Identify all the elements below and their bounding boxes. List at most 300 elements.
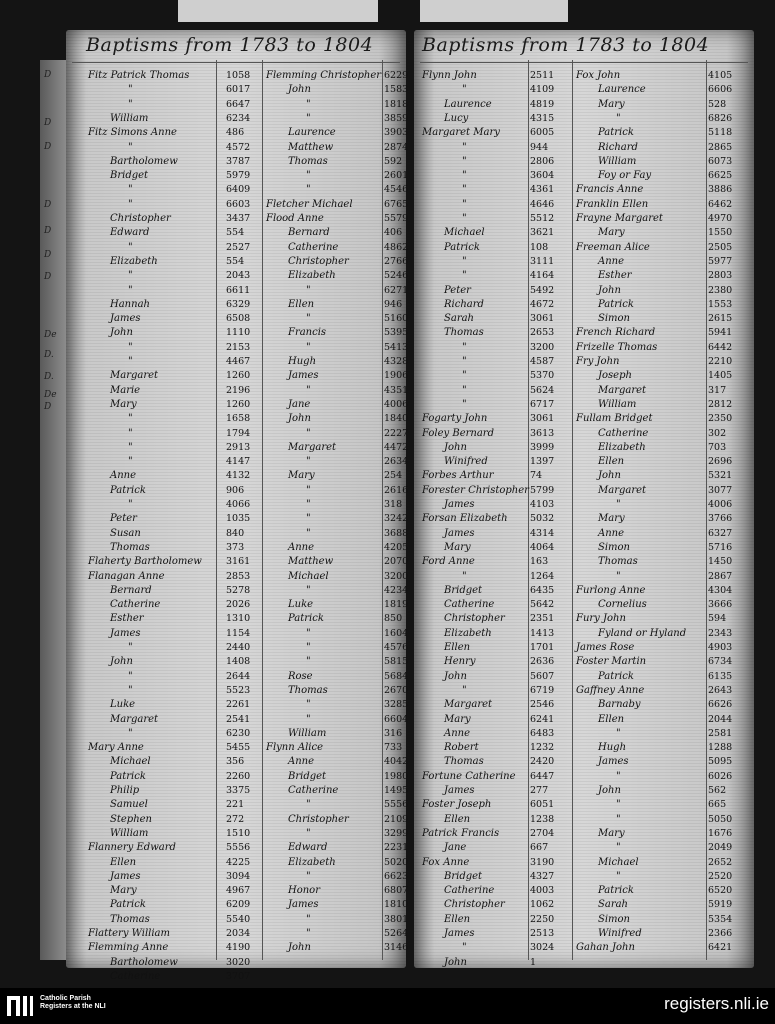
entry-number: 1819 (384, 599, 409, 611)
entry-number: 6807 (384, 885, 409, 897)
footer-bar (0, 988, 775, 1024)
entry-number: 554 (226, 227, 245, 239)
entry-name: Bridget (288, 770, 327, 782)
entry-number: 2616 (384, 484, 409, 496)
entry-name: Mary (444, 713, 471, 725)
entry-number: 3621 (530, 227, 555, 239)
entry-name: Patrick (444, 241, 480, 253)
entry-name: " (306, 112, 311, 124)
entry-number: 3299 (384, 827, 409, 839)
entry-number: 2546 (530, 699, 555, 711)
entry-number: 5032 (530, 513, 555, 525)
entry-number: 2696 (708, 456, 733, 468)
entry-name: Simon (598, 541, 630, 553)
entry-number: 3024 (530, 942, 555, 954)
heading-rule (72, 62, 400, 63)
entry-number: 4147 (226, 456, 251, 468)
entry-name: Peter (444, 284, 471, 296)
entry-name: " (616, 842, 621, 854)
entry-name: James (444, 499, 475, 510)
entry-name: William (110, 827, 149, 839)
entry-number: 6447 (530, 770, 555, 782)
entry-name: Thomas (110, 541, 150, 553)
entry-number: 6603 (226, 198, 251, 210)
entry-number: 3161 (226, 556, 251, 568)
entry-number: 6604 (384, 713, 409, 725)
entry-name: Fox John (576, 70, 621, 81)
entry-name: James Rose (576, 642, 635, 653)
entry-name: Christopher (110, 213, 171, 224)
entry-number: 3859 (384, 112, 409, 124)
entry-name: " (306, 484, 311, 496)
entry-name: James (110, 870, 141, 882)
entry-name: " (616, 870, 621, 882)
entry-name: Mary (598, 227, 625, 239)
entry-name: Freeman Alice (576, 241, 650, 253)
entry-name: Esther (110, 613, 144, 625)
entry-number: 5799 (530, 484, 555, 496)
entry-number: 3285 (384, 699, 409, 711)
entry-number: 1154 (226, 627, 251, 639)
entry-name: Fox Anne (422, 856, 470, 868)
entry-name: " (306, 313, 311, 325)
entry-name: Fortune Catherine (422, 770, 516, 782)
entry-number: 6241 (530, 713, 555, 725)
entry-name: " (462, 942, 467, 954)
entry-number: 3061 (530, 413, 555, 425)
entry-name: Sarah (598, 899, 628, 911)
entry-name: Christopher (288, 813, 349, 825)
entry-name: Ford Anne (422, 556, 475, 568)
entry-name: Winifred (598, 928, 642, 939)
margin-mark: D (44, 250, 52, 260)
entry-name: John (288, 84, 311, 96)
entry-number: 1288 (708, 742, 733, 754)
entry-number: 1260 (226, 370, 251, 382)
entry-name: " (306, 527, 311, 539)
entry-name: Mary (598, 513, 625, 525)
entry-number: 5020 (384, 856, 409, 868)
entry-number: 2865 (708, 141, 733, 153)
margin-mark: D (44, 402, 52, 412)
entry-number: 5941 (708, 327, 733, 339)
entry-name: Gahan John (576, 942, 635, 954)
margin-mark: De (44, 330, 57, 340)
entry-number: 373 (226, 541, 245, 553)
org-name: Catholic Parish Registers at the NLI (40, 995, 106, 1010)
entry-number: 6508 (226, 313, 251, 325)
margin-mark: D (44, 142, 52, 152)
entry-name: John (288, 942, 311, 954)
entry-number: 5321 (708, 470, 733, 482)
entry-name: Edward (288, 842, 328, 854)
entry-number: 3200 (530, 341, 555, 353)
entry-name: Simon (598, 913, 630, 925)
entry-number: 4587 (530, 356, 555, 367)
entry-name: " (306, 656, 311, 668)
entry-number: 4003 (530, 885, 555, 897)
entry-number: 4109 (530, 84, 555, 96)
entry-number: 6765 (384, 198, 409, 210)
entry-name: Margaret (598, 484, 647, 496)
entry-name: Margaret (444, 699, 493, 711)
entry-number: 5624 (530, 384, 555, 396)
entry-number: 3190 (530, 856, 555, 868)
entry-number: 2670 (384, 684, 409, 696)
entry-name: Honor (288, 885, 320, 897)
entry-number: 1818 (384, 98, 409, 110)
entry-name: Flemming Christopher (266, 70, 382, 81)
entry-number: 4967 (226, 885, 251, 897)
entry-number: 2874 (384, 141, 409, 153)
entry-name: Samuel (110, 799, 148, 811)
entry-number: 594 (708, 613, 727, 625)
entry-number: 3375 (226, 785, 251, 796)
entry-number: 6026 (708, 770, 733, 782)
entry-number: 5979 (226, 170, 251, 182)
entry-number: 5160 (384, 313, 409, 325)
entry-number: 5492 (530, 284, 555, 296)
entry-number: 4190 (226, 942, 251, 954)
entry-number: 4328 (384, 356, 409, 367)
entry-name: Michael (110, 756, 151, 768)
entry-name: Patrick (110, 899, 146, 911)
entry-number: 3999 (530, 441, 555, 453)
entry-number: 2636 (530, 656, 555, 668)
entry-number: 4862 (384, 241, 409, 253)
entry-name: " (306, 513, 311, 525)
entry-number: 1794 (226, 427, 251, 439)
entry-name: Bernard (288, 227, 330, 239)
entry-number: 5579 (384, 213, 409, 224)
entry-name: Hugh (288, 356, 317, 367)
entry-number: 4315 (530, 112, 555, 124)
entry-name: Robert (444, 742, 479, 754)
entry-name: Ellen (444, 642, 471, 653)
entry-name: " (128, 98, 133, 110)
entry-number: 592 (384, 155, 403, 167)
entry-number: 3242 (384, 513, 409, 525)
entry-number: 406 (384, 227, 403, 239)
entry-name: Michael (598, 856, 639, 868)
entry-name: Foster Martin (576, 656, 647, 668)
entry-number: 1550 (708, 227, 733, 239)
entry-number: 1413 (530, 627, 555, 639)
entry-number: 5607 (530, 670, 555, 682)
entry-name: " (128, 499, 133, 510)
entry-name: Catherine (444, 885, 495, 897)
entry-number: 6409 (226, 184, 251, 196)
margin-mark: D. (44, 350, 54, 360)
entry-number: 1035 (226, 513, 251, 525)
entry-name: Forsan Elizabeth (422, 513, 508, 525)
entry-number: 2440 (226, 642, 251, 653)
entry-name: Matthew (288, 141, 334, 153)
page-margin-strip (40, 60, 66, 960)
entry-name: Flanagan Anne (88, 570, 165, 582)
entry-number: 2704 (530, 827, 555, 839)
entry-name: Esther (598, 270, 632, 282)
entry-number: 6073 (708, 155, 733, 167)
column-rule (528, 60, 529, 960)
entry-number: 1553 (708, 298, 733, 310)
entry-number: 6017 (226, 84, 251, 96)
left-register-page (66, 30, 409, 982)
entry-number: 318 (384, 499, 403, 510)
entry-number: 2250 (530, 913, 555, 925)
entry-number: 4006 (708, 499, 733, 510)
entry-name: " (616, 770, 621, 782)
entry-number: 562 (708, 785, 727, 796)
entry-number: 5523 (226, 684, 251, 696)
entry-number: 4472 (384, 441, 409, 453)
entry-name: " (306, 870, 311, 882)
entry-number: 4105 (708, 70, 733, 81)
entry-name: " (128, 198, 133, 210)
entry-number: 6647 (226, 98, 251, 110)
entry-name: " (128, 84, 133, 96)
entry-name: Luke (110, 699, 136, 711)
entry-name: Margaret (110, 370, 159, 382)
entry-number: 2601 (384, 170, 409, 182)
entry-number: 2853 (226, 570, 251, 582)
entry-number: 1906 (384, 370, 409, 382)
entry-number: 4576 (384, 642, 409, 653)
entry-name: Laurence (288, 127, 336, 139)
entry-number: 6717 (530, 398, 555, 410)
entry-number: 3766 (708, 513, 733, 525)
entry-number: 5354 (708, 913, 733, 925)
entry-number: 2231 (384, 842, 409, 854)
entry-number: 3787 (226, 155, 251, 167)
entry-number: 254 (384, 470, 403, 482)
entry-name: Ellen (288, 298, 315, 310)
entry-name: Catherine (598, 427, 649, 439)
entry-number: 74 (530, 470, 543, 482)
entry-number: 1510 (226, 827, 251, 839)
page-heading: Baptisms from 1783 to 1804 (86, 34, 374, 56)
entry-number: 4351 (384, 384, 409, 396)
entry-number: 5455 (226, 742, 251, 754)
entry-number: 906 (226, 484, 245, 496)
entry-name: " (462, 198, 467, 210)
entry-name: Patrick (288, 613, 324, 625)
entry-name: " (616, 112, 621, 124)
entry-name: Gaffney Anne (576, 684, 645, 696)
entry-number: 5716 (708, 541, 733, 553)
entry-name: Elizabeth (598, 441, 646, 453)
margin-mark: D (44, 70, 52, 80)
entry-number: 6719 (530, 684, 555, 696)
entry-number: 4064 (530, 541, 555, 553)
nli-logo-icon[interactable] (6, 994, 34, 1018)
entry-name: Simon (598, 313, 630, 325)
entry-number: 6421 (708, 942, 733, 954)
entry-number: 1397 (530, 456, 555, 468)
entry-name: Margaret (288, 441, 337, 453)
entry-name: James (598, 756, 629, 768)
entry-number: 2652 (708, 856, 733, 868)
margin-mark: D (44, 200, 52, 210)
entry-number: 3801 (384, 913, 409, 925)
entry-number: 5264 (384, 928, 409, 939)
entry-name: " (306, 713, 311, 725)
entry-name: Jane (288, 398, 311, 410)
entry-name: " (306, 499, 311, 510)
entry-number: 6051 (530, 799, 555, 811)
entry-number: 2380 (708, 284, 733, 296)
entry-name: " (616, 799, 621, 811)
entry-name: Mary (288, 470, 315, 482)
entry-name: " (462, 255, 467, 267)
entry-number: 944 (530, 141, 549, 153)
entry-number: 1658 (226, 413, 251, 425)
entry-name: Fogarty John (422, 413, 488, 425)
entry-name: Elizabeth (110, 255, 158, 267)
entry-name: Patrick Francis (422, 827, 500, 839)
entry-name: Thomas (288, 684, 328, 696)
entry-number: 5540 (226, 913, 251, 925)
entry-number: 1058 (226, 70, 251, 81)
entry-number: 2513 (530, 928, 555, 939)
entry-number: 4903 (708, 642, 733, 653)
entry-name: " (306, 827, 311, 839)
entry-number: 3200 (384, 570, 409, 582)
entry-number: 2343 (708, 627, 733, 639)
entry-number: 2653 (530, 327, 555, 339)
entry-name: " (306, 284, 311, 296)
entry-name: Fyland or Hyland (598, 627, 687, 639)
entry-number: 4225 (226, 856, 251, 868)
entry-name: Peter (110, 513, 137, 525)
entry-name: Forbes Arthur (422, 470, 494, 482)
entry-number: 5370 (530, 370, 555, 382)
entry-number: 6435 (530, 584, 555, 596)
entry-name: " (462, 341, 467, 353)
entry-number: 2913 (226, 441, 251, 453)
entry-name: Foley Bernard (422, 427, 494, 439)
entry-number: 4205 (384, 541, 409, 553)
entry-name: Luke (288, 599, 314, 611)
entry-name: Stephen (110, 813, 152, 825)
entry-name: Michael (288, 570, 329, 582)
right-register-page (414, 30, 754, 968)
entry-name: " (462, 184, 467, 196)
entry-name: Patrick (110, 484, 146, 496)
entry-name: Frizelle Thomas (576, 341, 658, 353)
entry-name: John (598, 785, 621, 796)
entry-name: Cornelius (598, 599, 647, 611)
entry-name: Bartholomew (110, 956, 178, 968)
entry-name: Patrick (110, 770, 146, 782)
entry-name: Catherine (288, 785, 339, 796)
entry-name: " (306, 384, 311, 396)
entry-name: Henry (444, 656, 476, 668)
entry-number: 2505 (708, 241, 733, 253)
entry-name: Fitz Simons Anne (88, 127, 177, 139)
entry-name: Fry John (576, 356, 620, 367)
entry-number: 2196 (226, 384, 251, 396)
entry-name: " (462, 370, 467, 382)
paper-tab-right (420, 0, 568, 22)
entry-number: 5684 (384, 670, 409, 682)
entry-name: Franklin Ellen (576, 198, 649, 210)
entry-name: James (110, 627, 141, 639)
entry-name: Thomas (598, 556, 638, 568)
entry-number: 5556 (226, 842, 251, 854)
entry-name: Jane (444, 842, 467, 854)
entry-number: 2581 (708, 727, 733, 739)
entry-name: " (128, 684, 133, 696)
entry-number: 163 (530, 556, 549, 568)
entry-number: 2070 (384, 556, 409, 568)
column-rule (382, 60, 383, 960)
entry-number: 4066 (226, 499, 251, 510)
entry-name: William (110, 112, 149, 124)
entry-name: Anne (444, 727, 471, 739)
entry-name: James (444, 527, 475, 539)
entry-name: Winifred (444, 456, 488, 468)
entry-number: 2520 (708, 870, 733, 882)
entry-name: Mary (598, 98, 625, 110)
entry-number: 2803 (708, 270, 733, 282)
entry-name: Hannah (110, 298, 150, 310)
entry-number: 6483 (530, 727, 555, 739)
entry-name: John (598, 470, 621, 482)
entry-number: 2350 (708, 413, 733, 425)
entry-number: 1676 (708, 827, 733, 839)
entry-name: John (444, 670, 467, 682)
entry-name: Fletcher Michael (266, 198, 353, 210)
entry-name: Ellen (598, 713, 625, 725)
entry-number: 2260 (226, 770, 251, 782)
entry-name: " (128, 642, 133, 653)
entry-name: " (462, 170, 467, 182)
entry-number: 3111 (530, 255, 555, 267)
entry-name: Furlong Anne (576, 584, 646, 596)
entry-number: 5815 (384, 656, 409, 668)
entry-number: 2634 (384, 456, 409, 468)
entry-number: 277 (530, 785, 549, 796)
entry-name: William (598, 155, 637, 167)
entry-number: 316 (384, 727, 403, 739)
entry-name: Ellen (444, 813, 471, 825)
entry-number: 4234 (384, 584, 409, 596)
entry-name: James (288, 370, 319, 382)
entry-number: 528 (708, 98, 727, 110)
entry-name: Christopher (288, 255, 349, 267)
entry-name: Mary (444, 541, 471, 553)
entry-number: 2806 (530, 155, 555, 167)
entry-name: Elizabeth (288, 270, 336, 282)
entry-number: 946 (384, 298, 403, 310)
entry-name: " (128, 284, 133, 296)
entry-name: Anne (288, 541, 315, 553)
margin-mark: D (44, 226, 52, 236)
entry-name: Margaret (598, 384, 647, 396)
margin-mark: D. (44, 372, 54, 382)
entry-name: " (306, 427, 311, 439)
entry-number: 6271 (384, 284, 409, 296)
site-link[interactable]: registers.nli.ie (664, 994, 769, 1013)
entry-name: Catherine (110, 599, 161, 611)
entry-number: 1310 (226, 613, 251, 625)
entry-number: 1701 (530, 642, 555, 653)
entry-number: 3886 (708, 184, 733, 196)
entry-name: Catherine (288, 241, 339, 253)
entry-number: 1840 (384, 413, 409, 425)
entry-number: 2026 (226, 599, 251, 611)
